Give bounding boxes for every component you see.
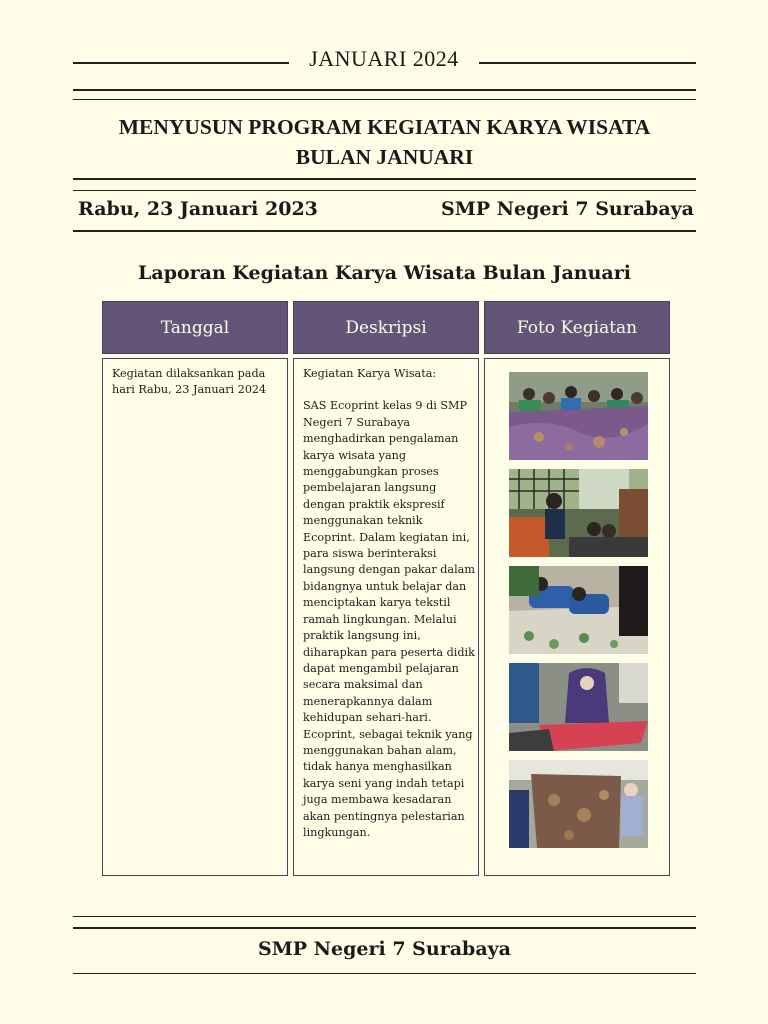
deskripsi-body: SAS Ecoprint kelas 9 di SMP Negeri 7 Surabaya menghadirkan pengalaman karya wisata yang menggabungkan proses pembelajaran langsung dengan praktik ekspresif menggunakan teknik Ecoprint. Dalam kegiatan ini, para siswa berinteraksi langsung dengan pakar dalam bidangnya untuk belajar dan menciptakan karya tekstil ramah lingkungan. Melalui praktik langsung ini, diharapkan para peserta didik dapat mengambil pelajaran secara maksimal dan menerapkannya dalam kehidupan sehari-hari. Ecoprint, sebagai teknik yang menggunakan bahan alam, tidak hanya menghasilkan karya seni yang indah tetapi juga membawa kesadaran akan pentingnya pelestarian lingkungan. — [303, 399, 475, 839]
photo-teacher-red-fabric — [509, 663, 648, 751]
photo-students-with-fabric — [509, 372, 648, 460]
page-title — [73, 112, 696, 172]
divider — [73, 916, 696, 917]
column-header-foto: Foto Kegiatan — [484, 301, 670, 354]
tanggal-text: Kegiatan dilaksankan pada hari Rabu, 23 Januari 2024 — [112, 367, 267, 397]
divider — [73, 99, 696, 100]
divider — [73, 973, 696, 974]
header-rule-left — [73, 62, 289, 64]
deskripsi-heading: Kegiatan Karya Wisata: — [303, 367, 437, 380]
photo-students-printing — [509, 566, 648, 654]
divider — [73, 190, 696, 191]
cell-tanggal — [102, 358, 288, 876]
deskripsi-text — [303, 366, 475, 841]
column-header-deskripsi: Deskripsi — [293, 301, 479, 354]
footer-school-name: SMP Negeri 7 Surabaya — [258, 938, 511, 960]
report-title: Laporan Kegiatan Karya Wisata Bulan Januari — [138, 262, 631, 284]
divider — [73, 230, 696, 232]
photo-workshop-outdoor — [509, 469, 648, 557]
column-header-tanggal: Tanggal — [102, 301, 288, 354]
cell-deskripsi — [293, 358, 479, 876]
school-name: SMP Negeri 7 Surabaya — [441, 198, 694, 220]
cell-foto — [484, 358, 670, 876]
divider — [73, 178, 696, 180]
title-line-2: BULAN JANUARI — [295, 145, 474, 169]
photo-showing-batik-fabric — [509, 760, 648, 848]
header-rule-right — [479, 62, 696, 64]
title-line-1: MENYUSUN PROGRAM KEGIATAN KARYA WISATA — [118, 115, 651, 139]
event-date: Rabu, 23 Januari 2023 — [78, 198, 318, 220]
divider — [73, 927, 696, 929]
issue-month: JANUARI 2024 — [309, 46, 459, 71]
divider — [73, 89, 696, 91]
